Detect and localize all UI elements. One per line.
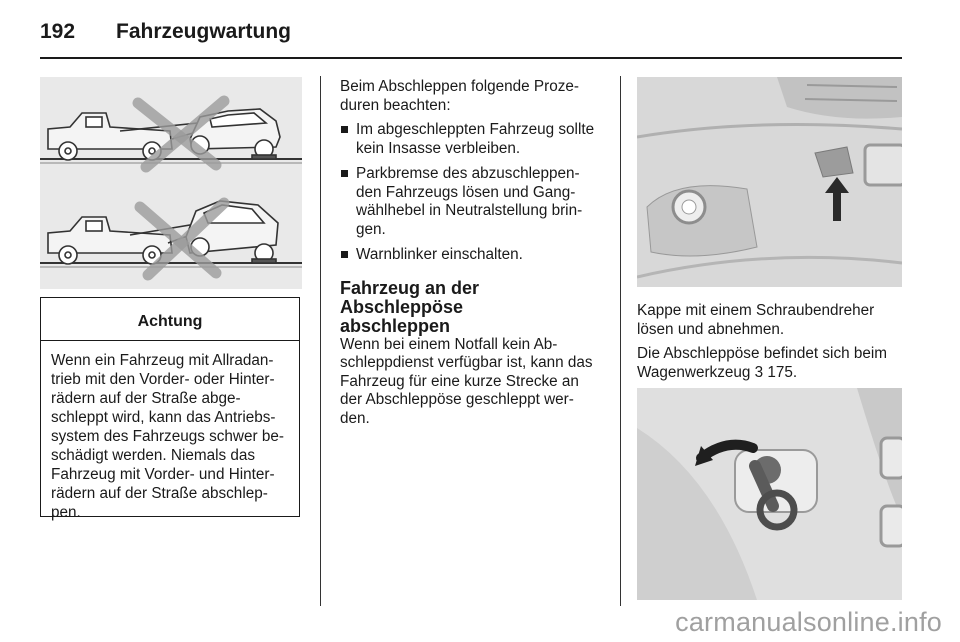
- body-line: der Abschleppöse geschleppt wer-: [340, 391, 574, 408]
- towing-illustration: [40, 77, 302, 289]
- body-line: den.: [340, 409, 370, 427]
- body-line: Fahrzeug für eine kurze Strecke an: [340, 372, 579, 390]
- warning-line: trieb mit den Vorder- oder Hinter-: [51, 371, 275, 388]
- column-divider-right: [620, 76, 621, 606]
- bumper-cap-photo: [637, 77, 902, 287]
- bullet-line: Parkbremse des abzuschleppen-: [356, 165, 580, 182]
- section-heading: [340, 279, 602, 336]
- page-title: Fahrzeugwartung: [116, 20, 292, 43]
- watermark: carmanualsonline.info: [675, 607, 942, 637]
- towing-eye-photo: [637, 388, 902, 600]
- column-divider-left: [320, 76, 321, 606]
- caption-line: Wagenwerkzeug: [637, 363, 751, 381]
- warning-title: Achtung: [41, 298, 299, 341]
- intro-line: duren beachten:: [340, 96, 451, 114]
- caption-line: Die Abschleppöse befindet sich beim: [637, 345, 888, 362]
- caption-remove-cap: [637, 302, 903, 339]
- section-body: [340, 336, 602, 429]
- bullet-item: [340, 121, 602, 158]
- bullet-line: Im abgeschleppten Fahrzeug sollte: [356, 121, 595, 138]
- body-line: Wenn bei einem Notfall kein Ab-: [340, 335, 558, 353]
- towing-drawing: [40, 77, 302, 289]
- warning-line: system des Fahrzeugs schwer be-: [51, 428, 284, 445]
- bullet-marker: [341, 170, 348, 177]
- middle-column: [340, 78, 602, 434]
- bullet-line: gen.: [356, 220, 386, 238]
- right-column-text: [637, 302, 903, 388]
- warning-line: rädern auf der Straße abge-: [51, 390, 241, 407]
- intro-line: Beim Abschleppen folgende Proze-: [340, 78, 579, 95]
- header-rule: [40, 57, 902, 59]
- caption-tool-location: [637, 345, 903, 382]
- page-reference-link[interactable]: 175.: [767, 363, 798, 381]
- bumper-drawing: [637, 77, 902, 287]
- warning-line: schleppt wird, kann das Antriebs-: [51, 409, 276, 426]
- heading-line: abschleppen: [340, 315, 451, 336]
- towing-eye-drawing: [637, 388, 902, 600]
- heading-line: Fahrzeug an der Abschleppöse: [340, 277, 480, 317]
- warning-line: schädigt werden. Niemals das: [51, 447, 256, 464]
- bullet-marker: [341, 126, 348, 133]
- bullet-marker: [341, 251, 348, 258]
- warning-line: Wenn ein Fahrzeug mit Allradan-: [51, 352, 274, 369]
- bullet-line: kein Insasse verbleiben.: [356, 139, 521, 157]
- caption-line: Kappe mit einem Schraubendreher: [637, 302, 875, 319]
- page-number: 192: [40, 20, 76, 43]
- bullet-item: [340, 246, 602, 265]
- body-line: schleppdienst verfügbar ist, kann das: [340, 354, 593, 371]
- intro-paragraph: [340, 78, 602, 115]
- caption-line: lösen und abnehmen.: [637, 320, 785, 338]
- page-header: [40, 14, 902, 50]
- bullet-line: Warnblinker einschalten.: [356, 246, 523, 263]
- warning-line: Fahrzeug mit Vorder- und Hinter-: [51, 466, 275, 483]
- warning-line: rädern auf der Straße abschlep-: [51, 485, 268, 502]
- warning-line: pen.: [51, 504, 81, 521]
- bullet-line: den Fahrzeugs lösen und Gang-: [356, 183, 576, 201]
- page-reference-symbol: 3: [754, 363, 764, 381]
- bullet-line: wählhebel in Neutralstellung brin-: [356, 202, 583, 219]
- warning-text: [41, 341, 299, 522]
- bullet-item: [340, 165, 602, 239]
- warning-box: [40, 297, 300, 521]
